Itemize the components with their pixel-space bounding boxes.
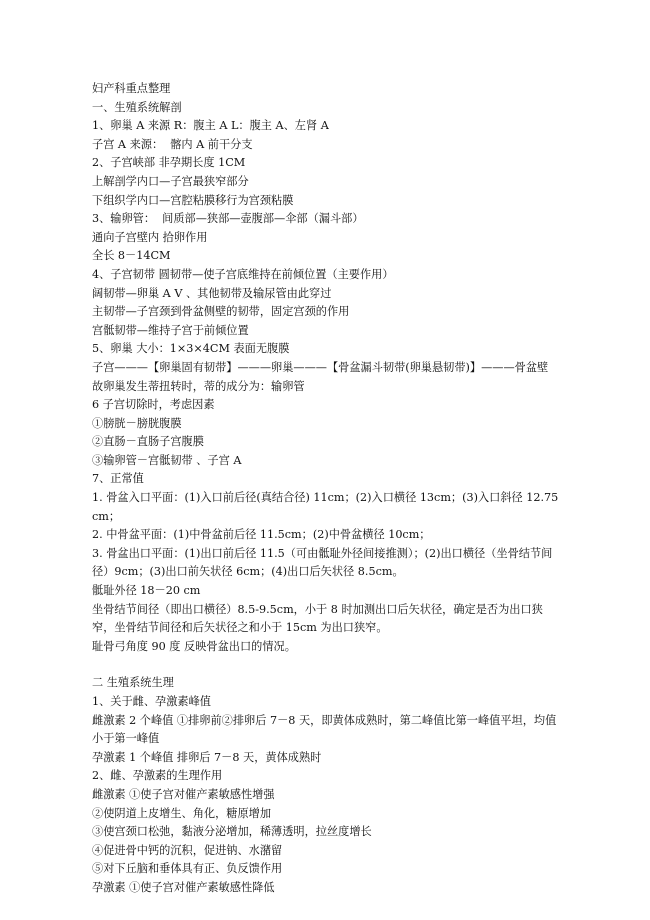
text-line: 子宫———【卵巢固有韧带】———卵巢———【骨盆漏斗韧带(卵巢悬韧带)】———骨盆壁 <box>92 360 549 374</box>
text-line: 3、输卵管： 间质部—狭部—壶腹部—伞部（漏斗部） <box>92 212 364 226</box>
text-line: 1、关于雌、孕激素峰值 <box>92 695 211 708</box>
text-line: ①膀胱－膀胱腹膜 <box>92 416 182 430</box>
section-heading: 一、生殖系统解剖 <box>92 100 182 114</box>
text-line: ③输卵管－宫骶韧带 、子宫 A <box>92 453 242 467</box>
text-line: 骶耻外径 18－20 cm <box>92 584 201 598</box>
text-line: 3. 骨盆出口平面：(1)出口前后径 11.5（可由骶耻外径间接推测）；(2)出口横径（坐骨结节间径）9cm；(3)出口前矢状径 6cm；(4)出口后矢状径 8.5cm。 <box>92 546 553 579</box>
text-line: 2、子宫峡部 非孕期长度 1CM <box>92 156 246 170</box>
text-line: 6 子宫切除时，考虑因素 <box>92 398 215 412</box>
text-line: 全长 8－14CM <box>92 249 171 263</box>
text-line: 耻骨弓角度 90 度 反映骨盆出口的情况。 <box>92 639 296 653</box>
text-line: 雌激素 ①使子宫对催产素敏感性增强 <box>92 787 275 801</box>
section-gap <box>92 656 562 674</box>
section-heading: 二 生殖系统生理 <box>92 676 174 690</box>
text-line: 阔韧带—卵巢 A V 、其他韧带及输尿管由此穿过 <box>92 286 332 300</box>
text-line: 坐骨结节间径（即出口横径）8.5-9.5cm，小于 8 时加测出口后矢状径，确定是否为出口狭窄，坐骨结节间径和后矢状径之和小于 15cm 为出口狭窄。 <box>92 602 543 635</box>
text-line: 2、雌、孕激素的生理作用 <box>92 769 223 783</box>
text-line: 上解剖学内口—子宫最狭窄部分 <box>92 174 249 188</box>
text-line: 子宫 A 来源： 髂内 A 前干分支 <box>92 137 253 151</box>
text-line: 孕激素 ①使子宫对催产素敏感性降低 <box>92 880 275 894</box>
text-line: ⑤对下丘脑和垂体具有正、负反馈作用 <box>92 862 283 876</box>
text-line: 雌激素 2 个峰值 ①排卵前②排卵后 7－8 天，即黄体成熟时，第二峰值比第一峰值平坦，均值小于第一峰值 <box>92 713 557 746</box>
text-line: 主韧带—子宫颈到骨盆侧壁的韧带，固定宫颈的作用 <box>92 305 350 319</box>
text-line: 7、正常值 <box>92 472 144 486</box>
text-line: ④促进骨中钙的沉积，促进钠、水潴留 <box>92 843 283 857</box>
text-line: 2. 中骨盆平面：(1)中骨盆前后径 11.5cm；(2)中骨盆横径 10cm； <box>92 528 431 542</box>
text-line: ②使阴道上皮增生、角化，糖原增加 <box>92 806 272 820</box>
text-line: 4、子宫韧带 圆韧带—使子宫底维持在前倾位置（主要作用） <box>92 267 394 281</box>
text-line: 下组织学内口—宫腔粘膜移行为宫颈粘膜 <box>92 193 294 207</box>
text-line: 孕激素 1 个峰值 排卵后 7－8 天，黄体成熟时 <box>92 750 322 764</box>
text-line: 宫骶韧带—维持子宫于前倾位置 <box>92 323 249 337</box>
text-line: 5、卵巢 大小：1×3×4CM 表面无腹膜 <box>92 342 290 356</box>
doc-title: 妇产科重点整理 <box>92 82 171 95</box>
text-line: ③使宫颈口松弛，黏液分泌增加，稀薄透明，拉丝度增长 <box>92 825 372 839</box>
text-line: ②直肠－直肠子宫腹膜 <box>92 435 204 449</box>
text-line: 1. 骨盆入口平面：(1)入口前后径(真结合径) 11cm；(2)入口横径 13cm；(3)入口斜径 12.75cm； <box>92 491 559 523</box>
text-line: 1、卵巢 A 来源 R：腹主 A L：腹主 A、左肾 A <box>92 119 329 133</box>
text-line: 故卵巢发生蒂扭转时，蒂的成分为：输卵管 <box>92 379 305 393</box>
text-line: 通向子宫壁内 拾卵作用 <box>92 230 208 244</box>
document-page <box>92 80 562 898</box>
